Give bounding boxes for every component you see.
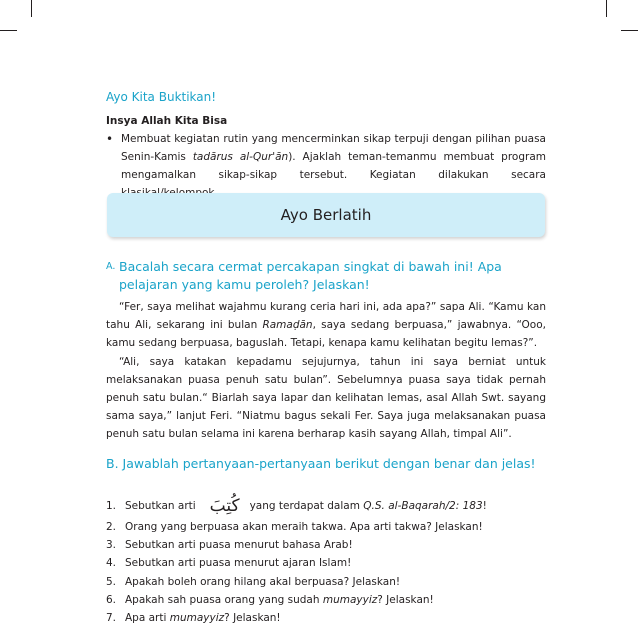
bullet-dot-icon: • (106, 132, 114, 146)
list-item: 6. Apakah sah puasa orang yang sudah mumayyiz? Jelaskan! (106, 593, 434, 606)
crop-mark-top-left-horizontal (0, 30, 17, 31)
question-a (106, 258, 546, 294)
crop-mark-top-right-vertical (606, 0, 607, 17)
question-b-heading: B. Jawablah pertanyaan-pertanyaan berikut dengan benar dan jelas! (106, 456, 536, 471)
section-title: Ayo Kita Buktikan! (106, 90, 217, 104)
list-item: 4. Sebutkan arti puasa menurut ajaran Islam! (106, 557, 352, 570)
crop-mark-top-right-horizontal (621, 30, 638, 31)
story-paragraph-2: “Ali, saya katakan kepadamu sejujurnya, tahun ini saya berniat untuk melaksanakan puasa penuh satu bulan”. Sebelumnya puasa saya tidak pernah penuh satu bulan.“ Biarlah saya lapar dan kelihatan lemas, asal Allah Swt. sayang sama saya,” lanjut Feri. “Niatmu bagus sekali Fer. Saya juga melaksanakan puasa penuh satu bulan selama ini karena berharap kasih sayang Allah, timpal Ali”. (106, 355, 546, 441)
crop-mark-top-left-vertical (31, 0, 32, 17)
section-subtitle: Insya Allah Kita Bisa (106, 115, 228, 127)
question-a-text: Bacalah secara cermat percakapan singkat di bawah ini! Apa pelajaran yang kamu peroleh? Jelaskan! (119, 259, 502, 292)
list-item: 7. Apa arti mumayyiz? Jelaskan! (106, 611, 281, 624)
bullet-item (106, 130, 546, 202)
list-item: 2. Orang yang berpuasa akan meraih takwa. Apa arti takwa? Jelaskan! (106, 521, 483, 533)
question-list (106, 494, 546, 627)
question-a-label: A. (106, 261, 116, 272)
list-item: 1. Sebutkan arti كُتِبَ yang terdapat dalam Q.S. al-Baqarah/2: 183! (106, 496, 487, 516)
arabic-word: كُتِبَ (209, 496, 240, 516)
list-item: 3. Sebutkan arti puasa menurut bahasa Arab! (106, 539, 353, 552)
bullet-text: Membuat kegiatan rutin yang mencerminkan sikap terpuji dengan pilihan puasa Senin-Kamis tadārus al-Qur'ān). Ajaklah teman-temanmu membuat program mengamalkan sikap-sikap tersebut. Kegiatan dilakukan secara (121, 133, 546, 181)
banner-title: Ayo Berlatih (280, 206, 372, 224)
story-paragraph-1: “Fer, saya melihat wajahmu kurang ceria hari ini, ada apa?” sapa Ali. “Kamu kan tahu Ali, sekarang ini bulan Ramaḍān, saya sedang berpuasa,” jawabnya. “Ooo, kamu sedang berpuasa, baguslah. Tetapi, kenapa kamu kelihatan begitu lemas?”. (106, 301, 546, 350)
ayo-berlatih-banner (107, 193, 545, 237)
dialogue-story (106, 298, 546, 444)
list-item: 5. Apakah boleh orang hilang akal berpuasa? Jelaskan! (106, 575, 401, 588)
